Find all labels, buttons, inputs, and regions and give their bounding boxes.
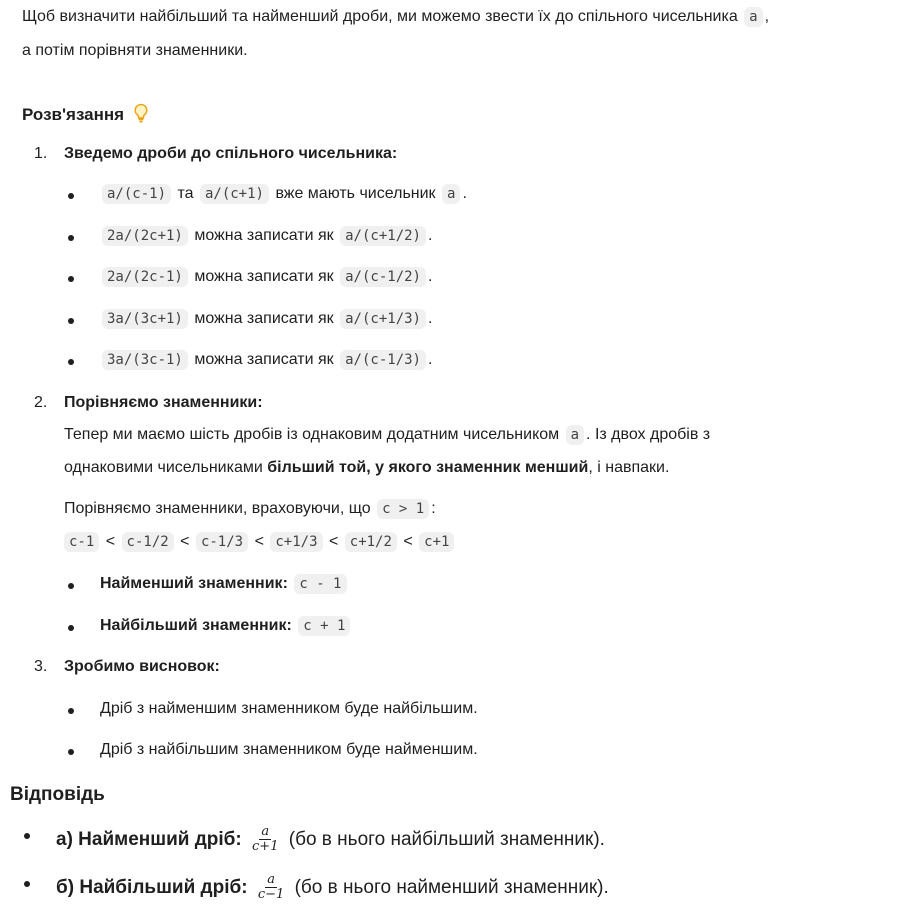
fraction-code: a/(c-1/3): [340, 350, 426, 370]
step-2-paragraph-line-2: [64, 459, 669, 477]
fraction-code: a/(c-1): [102, 184, 171, 204]
var-a-code: a: [744, 7, 762, 27]
list-item: Дріб з найбільшим знаменником буде найменшим.: [100, 741, 478, 758]
lightbulb-icon: [133, 103, 149, 128]
list-item: [100, 617, 352, 635]
answer-item-b: [56, 873, 609, 903]
fraction-code: 2a/(2c+1): [102, 226, 188, 246]
denominator-code: c+1/3: [270, 532, 322, 552]
denominator-chain: [62, 533, 456, 551]
min-denominator-label: Найменший знаменник:: [100, 575, 288, 592]
var-a-code: a: [442, 184, 460, 204]
condition-code: c > 1: [377, 499, 429, 519]
fraction-a-over-c-plus-1: [250, 825, 280, 855]
step-2-compare-line: [64, 500, 436, 518]
period: .: [427, 351, 433, 368]
answer-heading: Відповідь: [10, 784, 105, 805]
text: та: [177, 185, 194, 202]
intro-comma: ,: [764, 8, 770, 25]
fraction-a-over-c-minus-1: [256, 873, 286, 903]
colon: :: [431, 500, 436, 517]
list-item: [100, 185, 467, 203]
step-3-title: Зробимо висновок:: [64, 658, 220, 675]
max-denominator-code: c + 1: [298, 616, 350, 636]
answer-b-note: (бо в нього найменший знаменник).: [294, 876, 609, 898]
less-than: <: [403, 533, 413, 550]
answer-item-a: [56, 825, 605, 855]
step-2-number: 2.: [34, 394, 48, 411]
period: .: [462, 185, 467, 202]
solution-heading-text: Розв'язання: [22, 105, 125, 124]
intro-line-1: [22, 8, 769, 26]
denominator: c+1: [252, 839, 279, 855]
list-item: [100, 268, 432, 286]
numerator: a: [261, 824, 270, 839]
less-than: <: [105, 533, 116, 550]
step-2-paragraph-line-1: [64, 426, 710, 444]
step-1-title: Зведемо дроби до спільного чисельника:: [64, 145, 398, 162]
list-item: [100, 310, 432, 328]
period: .: [427, 227, 433, 244]
intro-text: Щоб визначити найбільший та найменший дроби, ми можемо звести їх до спільного чисельника: [22, 8, 738, 25]
fraction-code: 3a/(3c+1): [102, 309, 188, 329]
list-item: Дріб з найменшим знаменником буде найбільшим.: [100, 700, 478, 717]
list-item: [100, 227, 432, 245]
intro-line-2: а потім порівняти знаменники.: [22, 42, 248, 59]
numerator: a: [267, 872, 275, 887]
answer-a-label: а) Найменший дріб:: [56, 828, 242, 850]
list-item: [100, 575, 349, 593]
less-than: <: [180, 533, 190, 550]
answer-b-label: б) Найбільший дріб:: [56, 876, 248, 898]
text: , і навпаки.: [588, 459, 670, 476]
period: .: [427, 268, 433, 285]
step-1-number: 1.: [34, 145, 48, 162]
bold-text: більший той, у якого знаменник менший: [267, 459, 589, 476]
text: можна записати як: [194, 351, 334, 368]
var-a-code: a: [566, 425, 584, 445]
period: .: [427, 310, 433, 327]
fraction-code: a/(c-1/2): [340, 267, 426, 287]
text: можна записати як: [194, 310, 334, 327]
text: . Із двох дробів з: [586, 426, 711, 443]
fraction-code: 3a/(3c-1): [102, 350, 188, 370]
fraction-code: a/(c+1/2): [340, 226, 426, 246]
denominator: c−1: [257, 887, 285, 903]
fraction-code: a/(c+1): [200, 184, 269, 204]
list-item: [100, 351, 432, 369]
denominator-code: c-1: [64, 532, 99, 552]
less-than: <: [328, 533, 339, 550]
step-3-number: 3.: [34, 658, 48, 675]
denominator-code: c+1: [419, 532, 454, 552]
denominator-code: c+1/2: [345, 532, 397, 552]
step-2-title: Порівняємо знаменники:: [64, 394, 263, 411]
denominator-code: c-1/3: [196, 532, 248, 552]
text: Тепер ми маємо шість дробів із однаковим додатним чисельником: [64, 426, 560, 443]
text: вже мають чисельник: [275, 185, 436, 202]
min-denominator-code: c - 1: [294, 574, 346, 594]
text: можна записати як: [194, 268, 334, 285]
answer-a-note: (бо в нього найбільший знаменник).: [288, 828, 605, 850]
text: Порівняємо знаменники, враховуючи, що: [64, 500, 371, 517]
denominator-code: c-1/2: [122, 532, 174, 552]
max-denominator-label: Найбільший знаменник:: [100, 617, 292, 634]
solution-heading: [22, 103, 149, 128]
text: однаковими чисельниками: [64, 459, 263, 476]
fraction-code: 2a/(2c-1): [102, 267, 188, 287]
text: можна записати як: [194, 227, 334, 244]
less-than: <: [254, 533, 264, 550]
fraction-code: a/(c+1/3): [340, 309, 426, 329]
